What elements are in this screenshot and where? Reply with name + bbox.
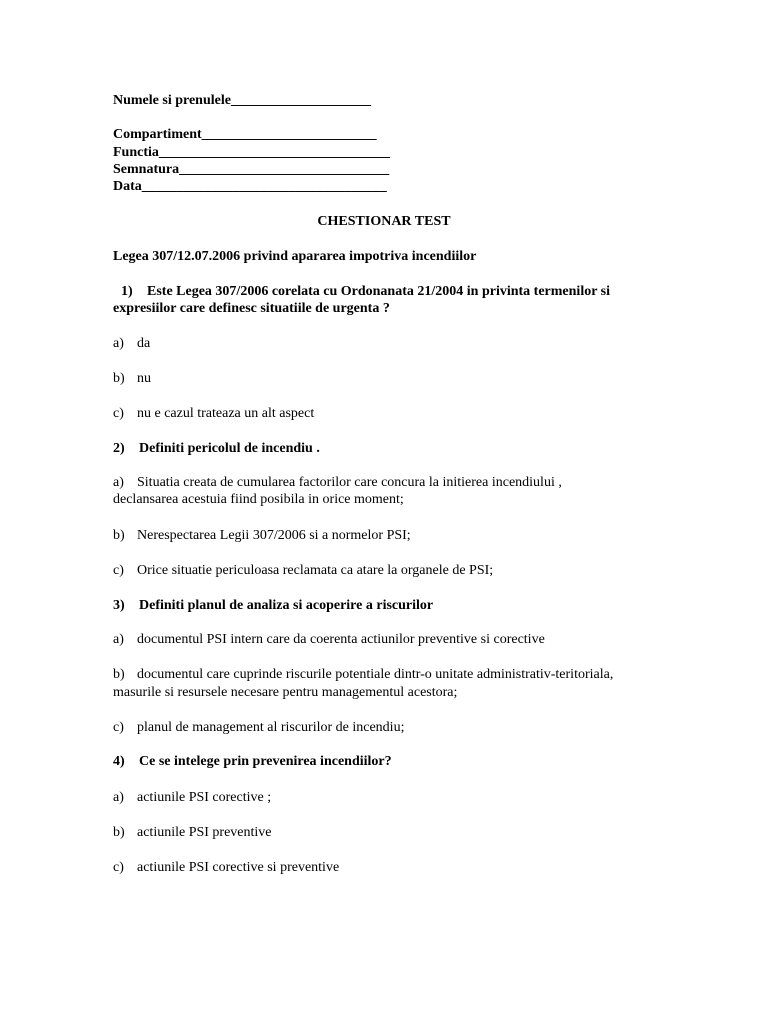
answer-letter: b) bbox=[113, 667, 125, 682]
department-field[interactable]: Compartiment_________________________ bbox=[113, 127, 377, 142]
answer-option[interactable] bbox=[113, 719, 404, 736]
answer-text: actiunile PSI preventive bbox=[137, 825, 272, 840]
question-number: 4) bbox=[113, 754, 125, 769]
answer-text: documentul PSI intern care da coerenta actiunilor preventive si corective bbox=[137, 632, 545, 647]
question-number: 2) bbox=[113, 441, 125, 456]
answer-text: actiunile PSI corective ; bbox=[137, 790, 272, 805]
question-4 bbox=[113, 753, 392, 770]
answer-option[interactable] bbox=[113, 859, 339, 876]
answer-text: nu e cazul trateaza un alt aspect bbox=[137, 406, 315, 421]
question-text: Definiti planul de analiza si acoperire a riscurilor bbox=[139, 598, 434, 613]
answer-letter: c) bbox=[113, 720, 124, 735]
answer-letter: a) bbox=[113, 475, 124, 490]
name-field[interactable]: Numele si prenulele____________________ bbox=[113, 93, 371, 108]
answer-option[interactable] bbox=[113, 335, 150, 352]
question-number: 1) bbox=[121, 284, 133, 299]
question-text: Este Legea 307/2006 corelata cu Ordonanata 21/2004 in privinta termenilor si bbox=[147, 284, 611, 299]
question-text: Definiti pericolul de incendiu . bbox=[139, 441, 320, 456]
answer-text: actiunile PSI corective si preventive bbox=[137, 860, 340, 875]
answer-option[interactable] bbox=[113, 562, 493, 579]
answer-letter: b) bbox=[113, 825, 125, 840]
answer-text: nu bbox=[137, 371, 151, 386]
answer-letter: b) bbox=[113, 371, 125, 386]
answer-option[interactable] bbox=[113, 370, 151, 387]
answer-letter: b) bbox=[113, 528, 125, 543]
answer-text: planul de management al riscurilor de incendiu; bbox=[137, 720, 405, 735]
question-number: 3) bbox=[113, 598, 125, 613]
question-text: Ce se intelege prin prevenirea incendiilor? bbox=[139, 754, 392, 769]
answer-text: da bbox=[137, 336, 151, 351]
answer-text: Orice situatie periculoasa reclamata ca atare la organele de PSI; bbox=[137, 563, 494, 578]
function-field[interactable]: Functia_________________________________ bbox=[113, 145, 390, 160]
date-field[interactable]: Data___________________________________ bbox=[113, 179, 387, 194]
answer-option[interactable] bbox=[113, 666, 613, 683]
answer-option[interactable] bbox=[113, 405, 314, 422]
document-title: CHESTIONAR TEST bbox=[317, 214, 451, 229]
answer-continuation: masurile si resursele necesare pentru managementul acestora; bbox=[113, 685, 458, 700]
answer-option[interactable] bbox=[113, 474, 562, 491]
answer-letter: a) bbox=[113, 336, 124, 351]
law-heading: Legea 307/12.07.2006 privind apararea impotriva incendiilor bbox=[113, 249, 477, 264]
answer-letter: c) bbox=[113, 406, 124, 421]
answer-letter: a) bbox=[113, 790, 124, 805]
answer-option[interactable] bbox=[113, 789, 271, 806]
question-3 bbox=[113, 597, 433, 614]
answer-option[interactable] bbox=[113, 824, 272, 841]
answer-letter: c) bbox=[113, 860, 124, 875]
answer-text: documentul care cuprinde riscurile potentiale dintr-o unitate administrativ-teritoriala, bbox=[137, 667, 614, 682]
question-1 bbox=[121, 283, 610, 300]
answer-text: Situatia creata de cumularea factorilor care concura la initierea incendiului , bbox=[137, 475, 562, 490]
answer-continuation: declansarea acestuia fiind posibila in orice moment; bbox=[113, 492, 404, 507]
answer-text: Nerespectarea Legii 307/2006 si a normelor PSI; bbox=[137, 528, 411, 543]
answer-letter: c) bbox=[113, 563, 124, 578]
question-1-continuation: expresiilor care definesc situatiile de urgenta ? bbox=[113, 301, 390, 316]
answer-option[interactable] bbox=[113, 527, 411, 544]
signature-field[interactable]: Semnatura______________________________ bbox=[113, 162, 390, 177]
answer-option[interactable] bbox=[113, 631, 545, 648]
question-2 bbox=[113, 440, 320, 457]
answer-letter: a) bbox=[113, 632, 124, 647]
